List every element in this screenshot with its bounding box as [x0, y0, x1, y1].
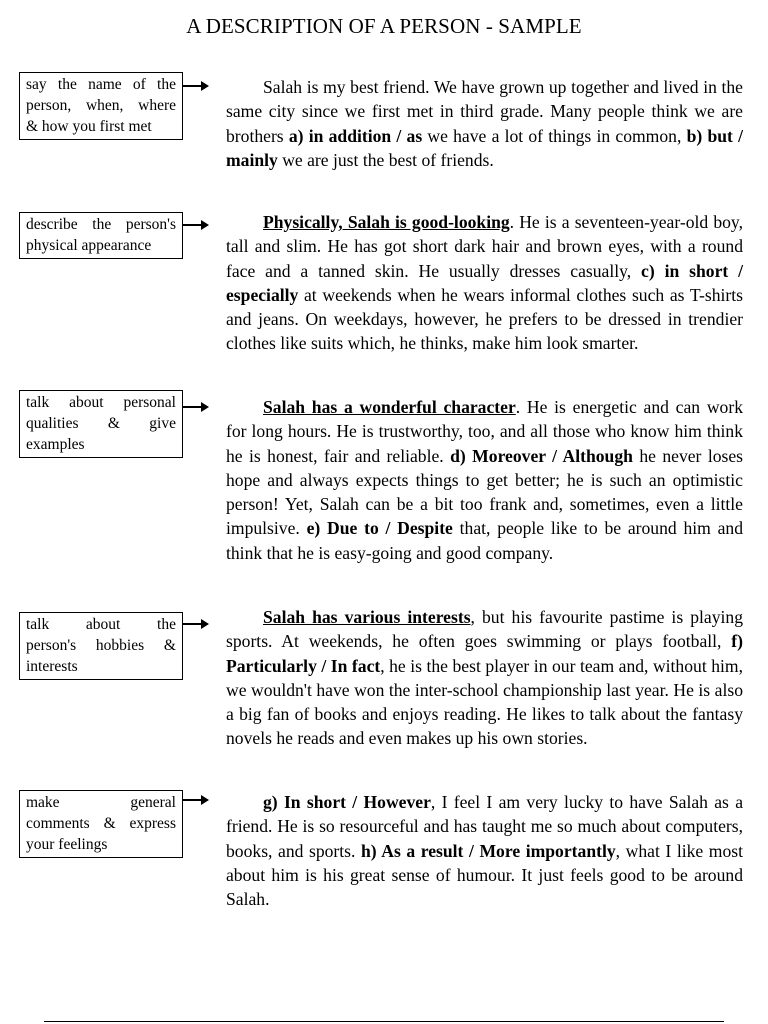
note-line: physical appearance — [26, 237, 152, 254]
bottom-rule — [44, 1021, 724, 1022]
topic-sentence: Salah has a wonderful character — [263, 397, 516, 417]
bold-connector-choice: a) in addition / as — [288, 125, 423, 146]
note-line: talk about personal — [26, 394, 176, 411]
note-line: describe the person's — [26, 216, 176, 233]
paragraph-text: we have a lot of things in common, — [422, 125, 687, 146]
paragraph-text: , what I like most about him is his great sense of humour. It just feels good to be around Salah. — [226, 840, 744, 910]
paragraph-text: he never loses hope and always expects things to get better; he is such an optimistic person! Yet, Salah can be a bit too frank and, sometimes, even a little impulsive. — [226, 445, 744, 539]
margin-note-introduction — [19, 72, 183, 140]
paragraph-text: , he is the best player in our team and, without him, we wouldn't have won the inter-school championship last year. He is also a big fan of books and enjoys reading. He likes to talk about the fantasy novels he reads and even makes up his own stories. — [226, 655, 743, 749]
note-line: comments & express — [26, 815, 176, 832]
paragraph-personality — [226, 395, 743, 565]
note-line: qualities & give — [26, 415, 176, 432]
margin-note-conclusion — [19, 790, 183, 858]
arrow-right-icon — [183, 794, 209, 806]
margin-note-hobbies — [19, 612, 183, 680]
paragraph-conclusion — [226, 790, 743, 911]
page-title: A DESCRIPTION OF A PERSON - SAMPLE — [186, 14, 582, 38]
arrow-right-icon — [183, 80, 209, 92]
note-line: person, when, where — [26, 97, 176, 114]
paragraph-text: Salah is my best friend. We have grown up together and lived in the same city since we first met in third grade. Many people think we are brothers — [226, 77, 743, 146]
paragraph-text: that, people like to be around him and think that he is easy-going and good company. — [226, 518, 744, 563]
note-line: make general — [26, 794, 176, 811]
topic-sentence: Salah has various interests — [263, 607, 471, 627]
paragraph-text: we are just the best of friends. — [277, 149, 494, 170]
paragraph-introduction — [226, 75, 743, 172]
bold-connector-choice: d) Moreover / Although — [450, 445, 633, 466]
note-line: talk about the — [26, 616, 176, 633]
arrow-right-icon — [183, 401, 209, 413]
margin-note-appearance — [19, 212, 183, 259]
note-line: say the name of the — [26, 76, 176, 93]
paragraph-text: . He is energetic and can work for long hours. He is trustworthy, too, and all those who know him think he is honest, fair and reliable. — [226, 397, 743, 466]
note-line: interests — [26, 658, 78, 675]
paragraph-text: , but his favourite pastime is playing sports. At weekends, he often goes swimming or plays football, — [226, 607, 743, 652]
topic-sentence: Physically, Salah is good-looking — [263, 212, 510, 232]
paragraph-hobbies — [226, 605, 743, 751]
arrow-right-icon — [183, 618, 209, 630]
bold-connector-choice: g) In short / However — [263, 792, 431, 812]
paragraph-appearance — [226, 210, 743, 356]
bold-connector-choice: f) Particularly / In fact — [226, 631, 743, 676]
bold-connector-choice: c) in short / especially — [226, 260, 743, 305]
bold-connector-choice: e) Due to / Despite — [306, 518, 453, 539]
paragraph-text: at weekends when he wears informal clothes such as T-shirts and jeans. On weekdays, however, he prefers to be dressed in trendier clothes like suits which, he thinks, make him look smarter. — [226, 284, 743, 354]
paragraph-text: , I feel I am very lucky to have Salah as a friend. He is so resourceful and has taught me so much about computers, books, and sports. — [226, 792, 744, 861]
note-line: & how you first met — [26, 118, 152, 135]
margin-note-personality — [19, 390, 183, 458]
note-line: examples — [26, 436, 85, 453]
note-line: your feelings — [26, 836, 108, 853]
bold-connector-choice: h) As a result / More importantly — [361, 840, 616, 861]
bold-connector-choice: b) but / mainly — [226, 125, 743, 170]
note-line: person's hobbies & — [26, 637, 176, 654]
arrow-right-icon — [183, 219, 209, 231]
paragraph-text: . He is a seventeen-year-old boy, tall and slim. He has got short dark hair and brown eyes, with a round face and a tanned skin. He usually dresses casually, — [226, 212, 743, 281]
